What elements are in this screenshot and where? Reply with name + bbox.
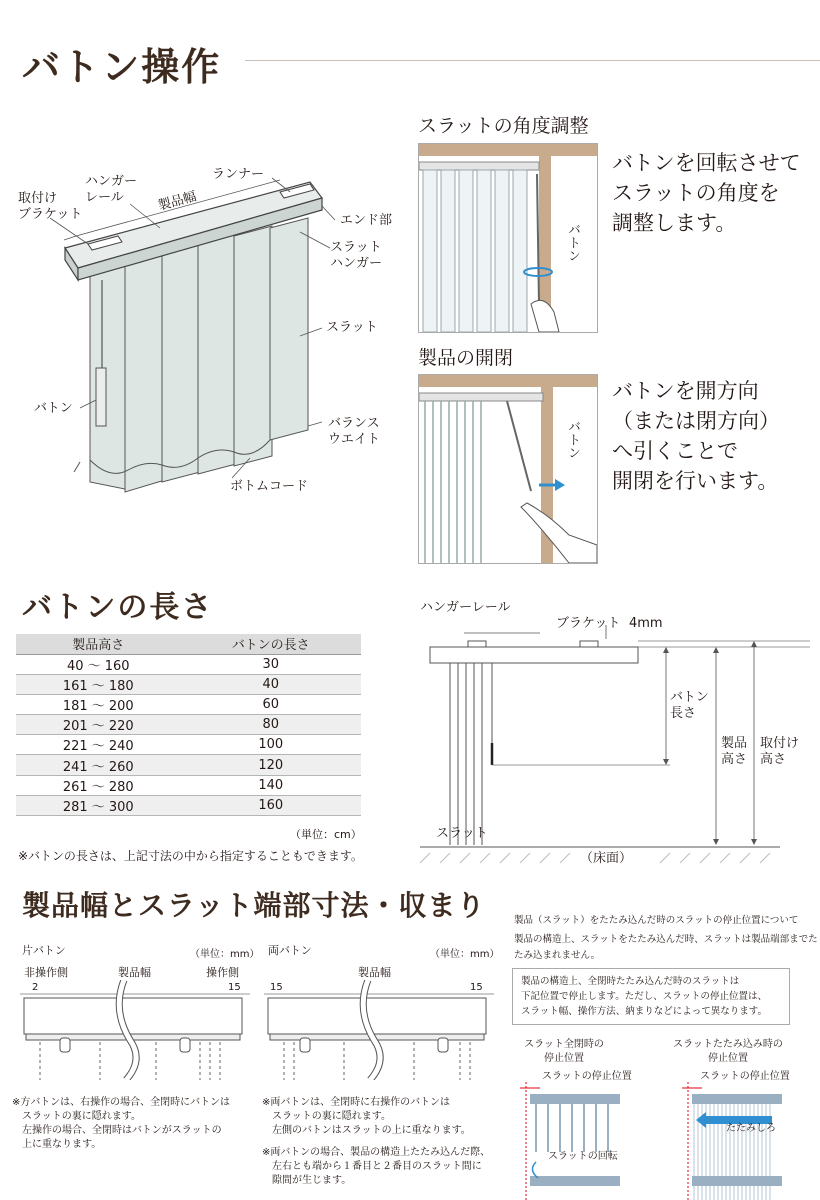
label-folded-stop: スラットたたみ込み時の 停止位置: [673, 1039, 783, 1064]
title-rule: [245, 60, 820, 61]
dim-single-right: 15: [228, 982, 241, 993]
label-balance-weight: バランス ウエイト: [328, 416, 381, 447]
single-baton-note: ※方バトンは、右操作の場合、全閉時にバトンは スラットの裏に隠れます。 左操作の場合、全閉時はバトンがスラットの 上に重なります。: [12, 1097, 230, 1150]
closed-stop-diagram: [520, 1082, 620, 1200]
cell-height: 161 ～ 180: [16, 674, 181, 694]
stop-heading: 製品（スラット）をたたみ込んだ時のスラットの停止位置について: [514, 915, 799, 926]
label-open-baton: バトン: [565, 420, 580, 459]
label-hanger-rail: ハンガー レール: [85, 174, 138, 205]
table-row: [16, 654, 361, 674]
diag-label-gap: 4mm: [629, 616, 663, 631]
cell-height: 40 ～ 160: [16, 654, 181, 674]
double-baton-note-1: ※両バトンは、全閉時に右操作のバトンは スラットの裏に隠れます。 左側のバトンはスラットの上に重なります。: [262, 1097, 471, 1136]
diag-label-mount-height: 取付け 高さ: [760, 736, 800, 767]
cell-length: 40: [181, 674, 361, 694]
diag-label-product-height: 製品 高さ: [721, 736, 748, 767]
cell-length: 80: [181, 715, 361, 735]
table-row: [16, 775, 361, 795]
dim-double-right: 15: [470, 982, 483, 993]
cell-length: 120: [181, 755, 361, 775]
diag-label-bracket: ブラケット: [556, 616, 621, 631]
cell-length: 60: [181, 694, 361, 714]
table-unit: （単位：cm）: [290, 828, 362, 841]
cell-height: 221 ～ 240: [16, 735, 181, 755]
double-baton-unit: （単位：mm）: [430, 949, 500, 960]
dim-single-left: 2: [32, 982, 39, 993]
label-closed-stop: スラット全閉時の 停止位置: [524, 1039, 604, 1064]
baton-length-table: [16, 634, 361, 816]
label-operating-side: 操作側: [206, 966, 239, 979]
table-note: ※バトンの長さは、上記寸法の中から指定することもできます。: [18, 849, 363, 863]
label-rotation: スラットの回転: [548, 1151, 618, 1162]
label-end-part: エンド部: [340, 213, 393, 228]
cell-height: 281 ～ 300: [16, 795, 181, 815]
section-title-baton-operation: バトン操作: [22, 45, 222, 89]
label-product-width: 製品幅: [156, 189, 199, 214]
label-angle-baton: バトン: [565, 223, 580, 262]
label-single-product-width: 製品幅: [118, 966, 151, 979]
label-fold: たたみしろ: [726, 1123, 776, 1134]
double-baton-title: 両バトン: [268, 944, 312, 957]
col-baton-length: バトンの長さ: [181, 634, 361, 654]
double-baton-diagram: [264, 980, 494, 1080]
label-runner: ランナー: [212, 167, 265, 182]
label-non-operating-side: 非操作側: [24, 966, 68, 979]
stop-text: 製品の構造上、スラットをたたみ込んだ時、スラットは製品端部までた たみ込まれません。: [514, 934, 818, 961]
folded-stop-diagram: [682, 1082, 782, 1200]
heading-angle-adjust: スラットの角度調整: [418, 115, 589, 137]
label-slat-hanger: スラット ハンガー: [330, 240, 383, 271]
desc-angle-adjust: バトンを回転させて スラットの角度を 調整します。: [612, 151, 801, 235]
cell-length: 160: [181, 795, 361, 815]
label-stop-pos-1: スラットの停止位置: [542, 1071, 632, 1082]
dim-double-left: 15: [270, 982, 283, 993]
single-baton-unit: （単位：mm）: [190, 949, 260, 960]
table-row: [16, 795, 361, 815]
table-row: [16, 715, 361, 735]
diag-label-slat: スラット: [436, 826, 488, 841]
col-product-height: 製品高さ: [16, 634, 181, 654]
heading-open-close: 製品の開閉: [418, 347, 514, 369]
open-close-illustration: [418, 374, 598, 564]
label-baton: バトン: [34, 401, 73, 416]
label-bracket: 取付け ブラケット: [18, 191, 83, 222]
cell-height: 201 ～ 220: [16, 715, 181, 735]
table-row: [16, 755, 361, 775]
cell-height: 241 ～ 260: [16, 755, 181, 775]
diag-label-hanger-rail: ハンガーレール: [420, 600, 511, 615]
label-double-product-width: 製品幅: [358, 966, 391, 979]
cell-length: 30: [181, 654, 361, 674]
table-row: [16, 735, 361, 755]
desc-open-close: バトンを開方向 （または閉方向） へ引くことで 開閉を行います。: [612, 379, 780, 493]
double-baton-note-2: ※両バトンの場合、製品の構造上たたみ込んだ際、 左右とも端から１番目と２番目のスラット間に 隙間が生じます。: [262, 1147, 491, 1186]
cell-length: 140: [181, 775, 361, 795]
cell-height: 181 ～ 200: [16, 694, 181, 714]
section-title-width-slat: 製品幅とスラット端部寸法・収まり: [22, 889, 486, 922]
label-slat: スラット: [326, 320, 378, 335]
label-bottom-cord: ボトムコード: [230, 479, 309, 494]
stop-box: 製品の構造上、全閉時たたみ込んだ時のスラットは 下記位置で停止します。ただし、スラットの停止位置は、 スラット幅、操作方法、納まりなどによって異なります。: [512, 968, 790, 1025]
diag-label-floor: （床面）: [580, 851, 633, 866]
single-baton-title: 片バトン: [22, 944, 66, 957]
cell-height: 261 ～ 280: [16, 775, 181, 795]
diag-label-baton-length: バトン 長さ: [670, 690, 709, 721]
table-row: [16, 674, 361, 694]
single-baton-diagram: [20, 980, 250, 1080]
label-stop-pos-2: スラットの停止位置: [700, 1071, 790, 1082]
section-title-baton-length: バトンの長さ: [22, 590, 214, 625]
table-row: [16, 694, 361, 714]
cell-length: 100: [181, 735, 361, 755]
